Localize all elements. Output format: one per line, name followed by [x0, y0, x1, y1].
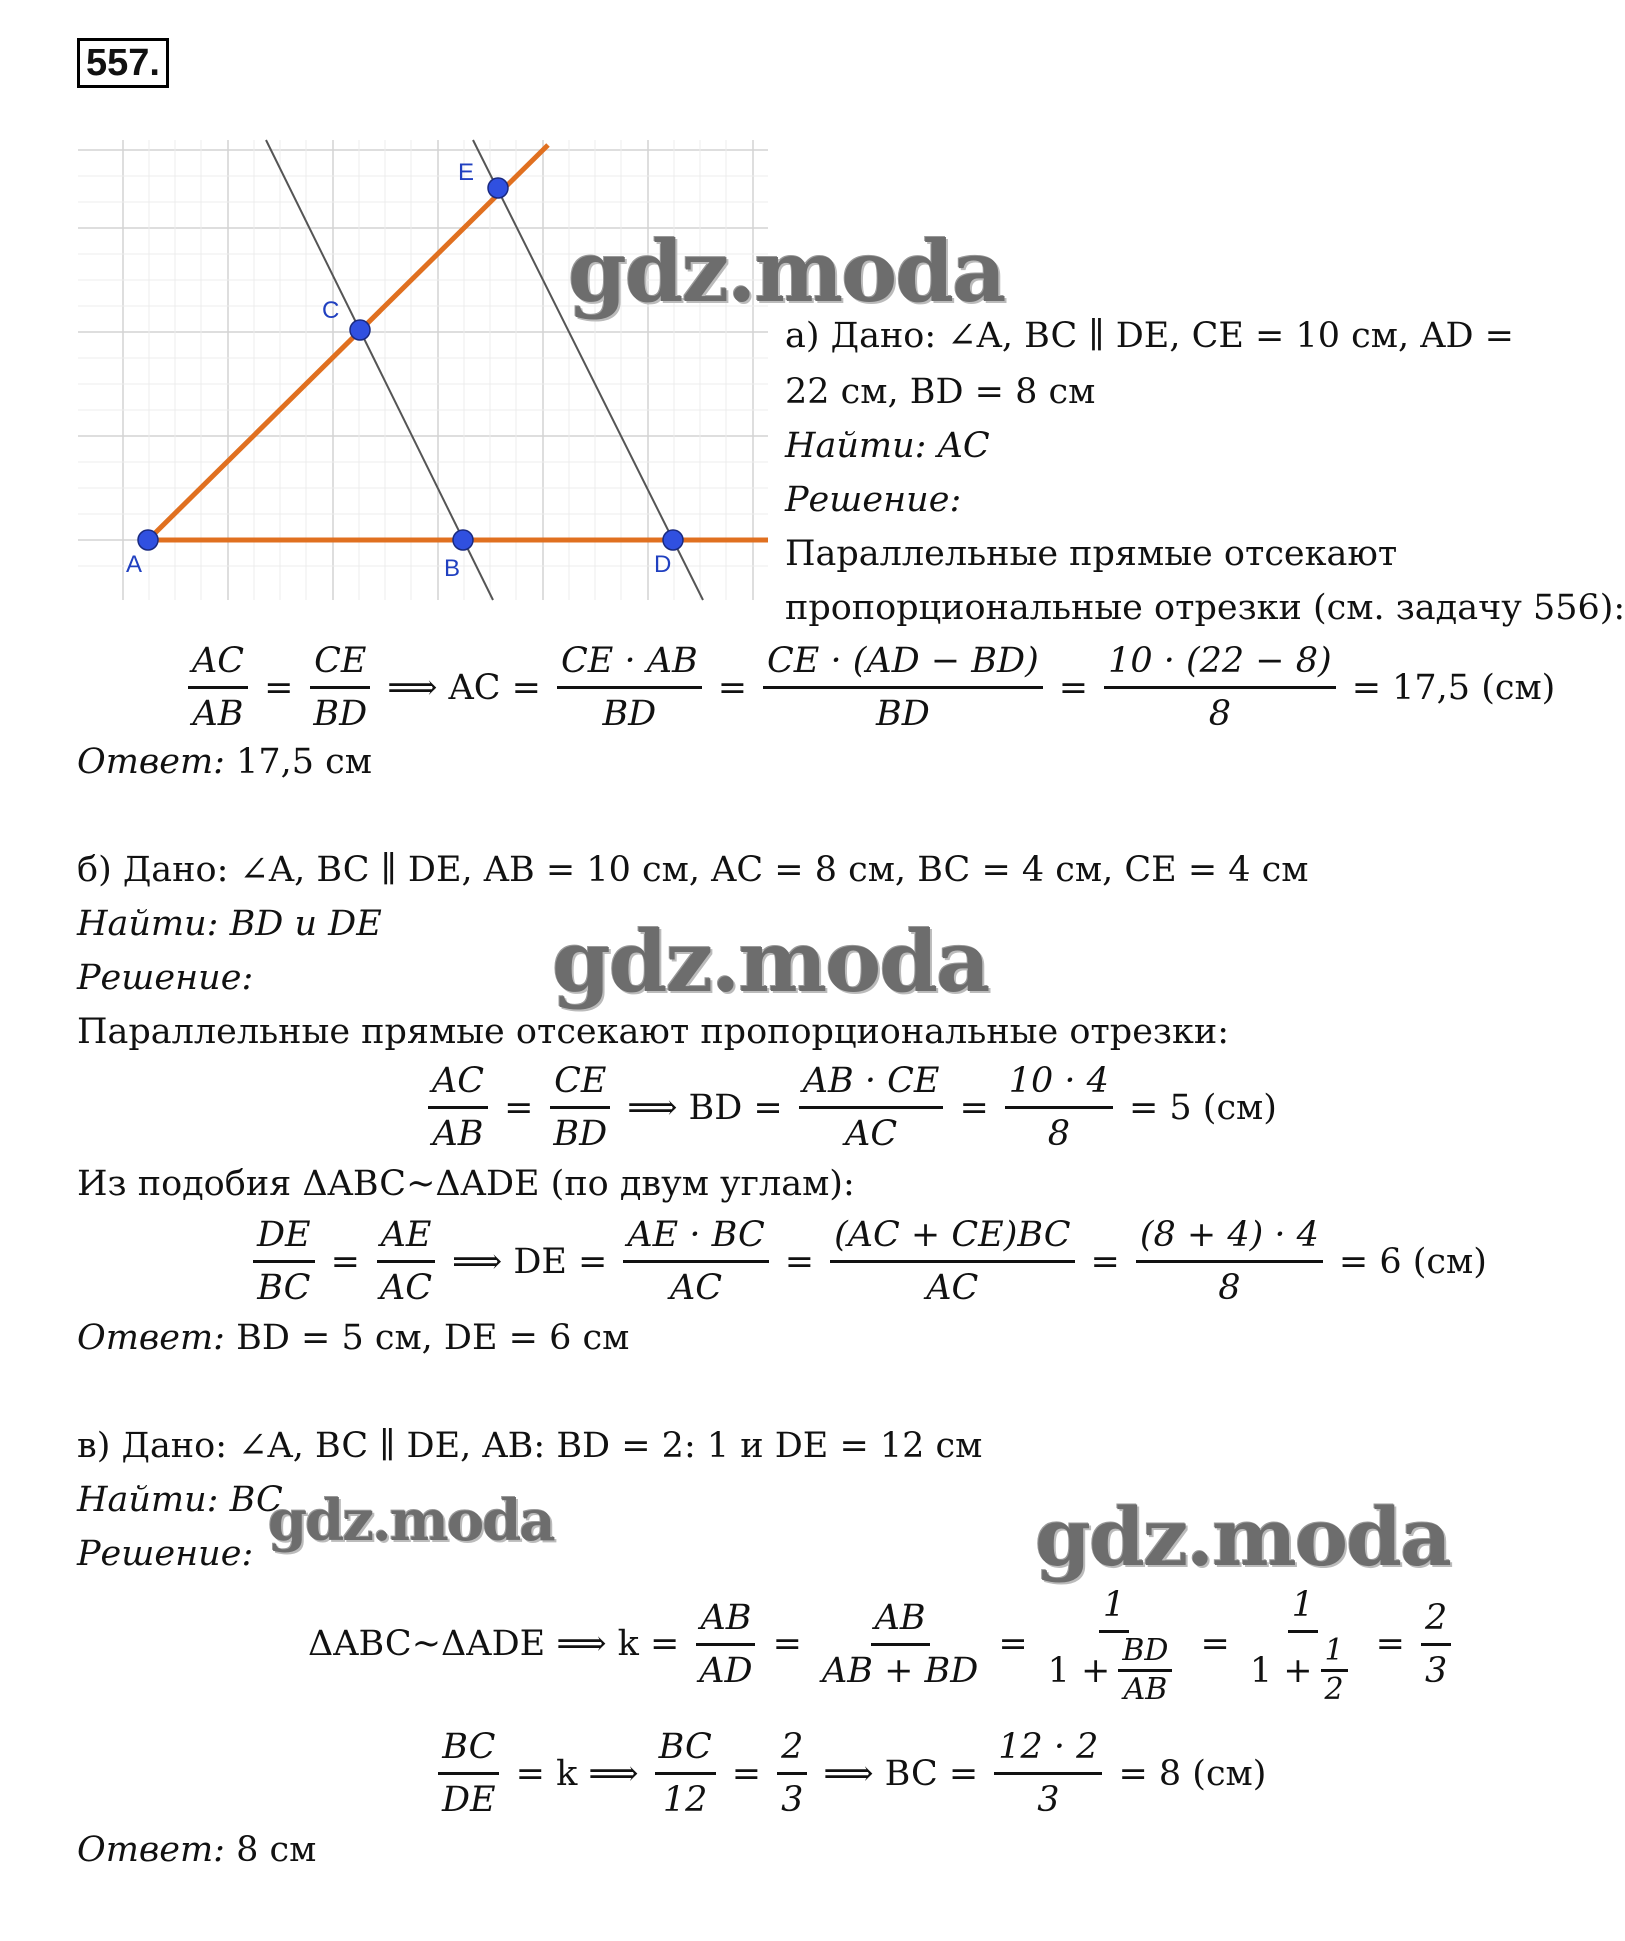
part-a-answer: Ответ: 17,5 см [77, 742, 372, 782]
part-a-text-1: Параллельные прямые отсекают [785, 534, 1398, 574]
geometry-figure [78, 140, 768, 600]
label-b: B [444, 555, 461, 582]
part-b-text-1: Параллельные прямые отсекают пропорциональные отрезки: [77, 1012, 1229, 1052]
point-c [350, 320, 370, 340]
part-b-find: Найти: BD и DE [77, 904, 382, 944]
part-c-answer: Ответ: 8 см [77, 1830, 317, 1870]
watermark-4: gdz.moda [1035, 1490, 1450, 1584]
part-c-find: Найти: BC [77, 1480, 283, 1520]
part-c-given: в) Дано: ∠A, BC ∥ DE, AB: BD = 2: 1 и DE = 12 см [77, 1426, 983, 1466]
main-lines [148, 145, 768, 540]
ray-ae [148, 145, 548, 540]
part-b-equation-1: $\frac{AC}{AB}$ = $\frac{CE}{BD}$ ⟹ BD = $\frac{AB \cdot CE}{AC}$ = $\frac{10 \cdot 4}{8}$ = 5 (см) [420, 1056, 1285, 1159]
part-b-equation-2: $\frac{DE}{BC}$ = $\frac{AE}{AC}$ ⟹ DE = $\frac{AE \cdot BC}{AC}$ = $\frac{(AC + CE)BC}{AC}$ = $\frac{(8 + 4) \cdot 4}{8}$ = 6 (см) [245, 1210, 1495, 1313]
part-b-given: б) Дано: ∠A, BC ∥ DE, AB = 10 см, AC = 8 см, BC = 4 см, CE = 4 см [77, 850, 1309, 890]
watermark-2: gdz.moda [552, 912, 989, 1011]
label-e: E [458, 159, 475, 186]
part-a-find: Найти: AC [785, 426, 990, 466]
point-b [453, 530, 473, 550]
point-a [138, 530, 158, 550]
part-b-solution-label: Решение: [77, 958, 254, 998]
part-c-solution-label: Решение: [77, 1534, 254, 1574]
part-a-given-1: а) Дано: ∠A, BC ∥ DE, CE = 10 см, AD = [785, 316, 1515, 356]
grid-minor [78, 140, 768, 600]
part-a-text-2: пропорциональные отрезки (см. задачу 556): [785, 588, 1625, 628]
point-d [663, 530, 683, 550]
part-a-equation: $\frac{AC}{AB}$ = $\frac{CE}{BD}$ ⟹ AC = $\frac{CE \cdot AB}{BD}$ = $\frac{CE \cdot (AD - BD)}{BD}$ = $\frac{10 \cdot (22 - 8)}{8}$ = 17,5 (см) [180, 636, 1563, 739]
label-d: D [654, 551, 672, 578]
label-a: A [126, 551, 143, 578]
watermark-1: gdz.moda [568, 222, 1005, 321]
grid [78, 140, 768, 600]
point-e [488, 178, 508, 198]
label-c: C [322, 297, 340, 324]
watermark-3: gdz.moda [268, 1488, 554, 1554]
problem-number: 557. [77, 38, 169, 88]
part-b-answer: Ответ: BD = 5 см, DE = 6 см [77, 1318, 630, 1358]
part-a-solution-label: Решение: [785, 480, 962, 520]
part-c-equation-1: ΔABC~ΔADE ⟹ k = $\frac{AB}{AD}$ = $\frac{AB}{AB + BD}$ = 1 1 + $\frac{BD}{AB}$ = 1 1 + $\frac{1}{2}$ = $\frac{2}{3}$ [300, 1580, 1459, 1708]
part-b-text-2: Из подобия ΔABC~ΔADE (по двум углам): [77, 1164, 855, 1204]
part-c-equation-2: $\frac{BC}{DE}$ = k ⟹ $\frac{BC}{12}$ = $\frac{2}{3}$ ⟹ BC = $\frac{12 \cdot 2}{3}$ = 8 (см) [430, 1722, 1274, 1825]
part-a-given-2: 22 см, BD = 8 см [785, 372, 1096, 412]
